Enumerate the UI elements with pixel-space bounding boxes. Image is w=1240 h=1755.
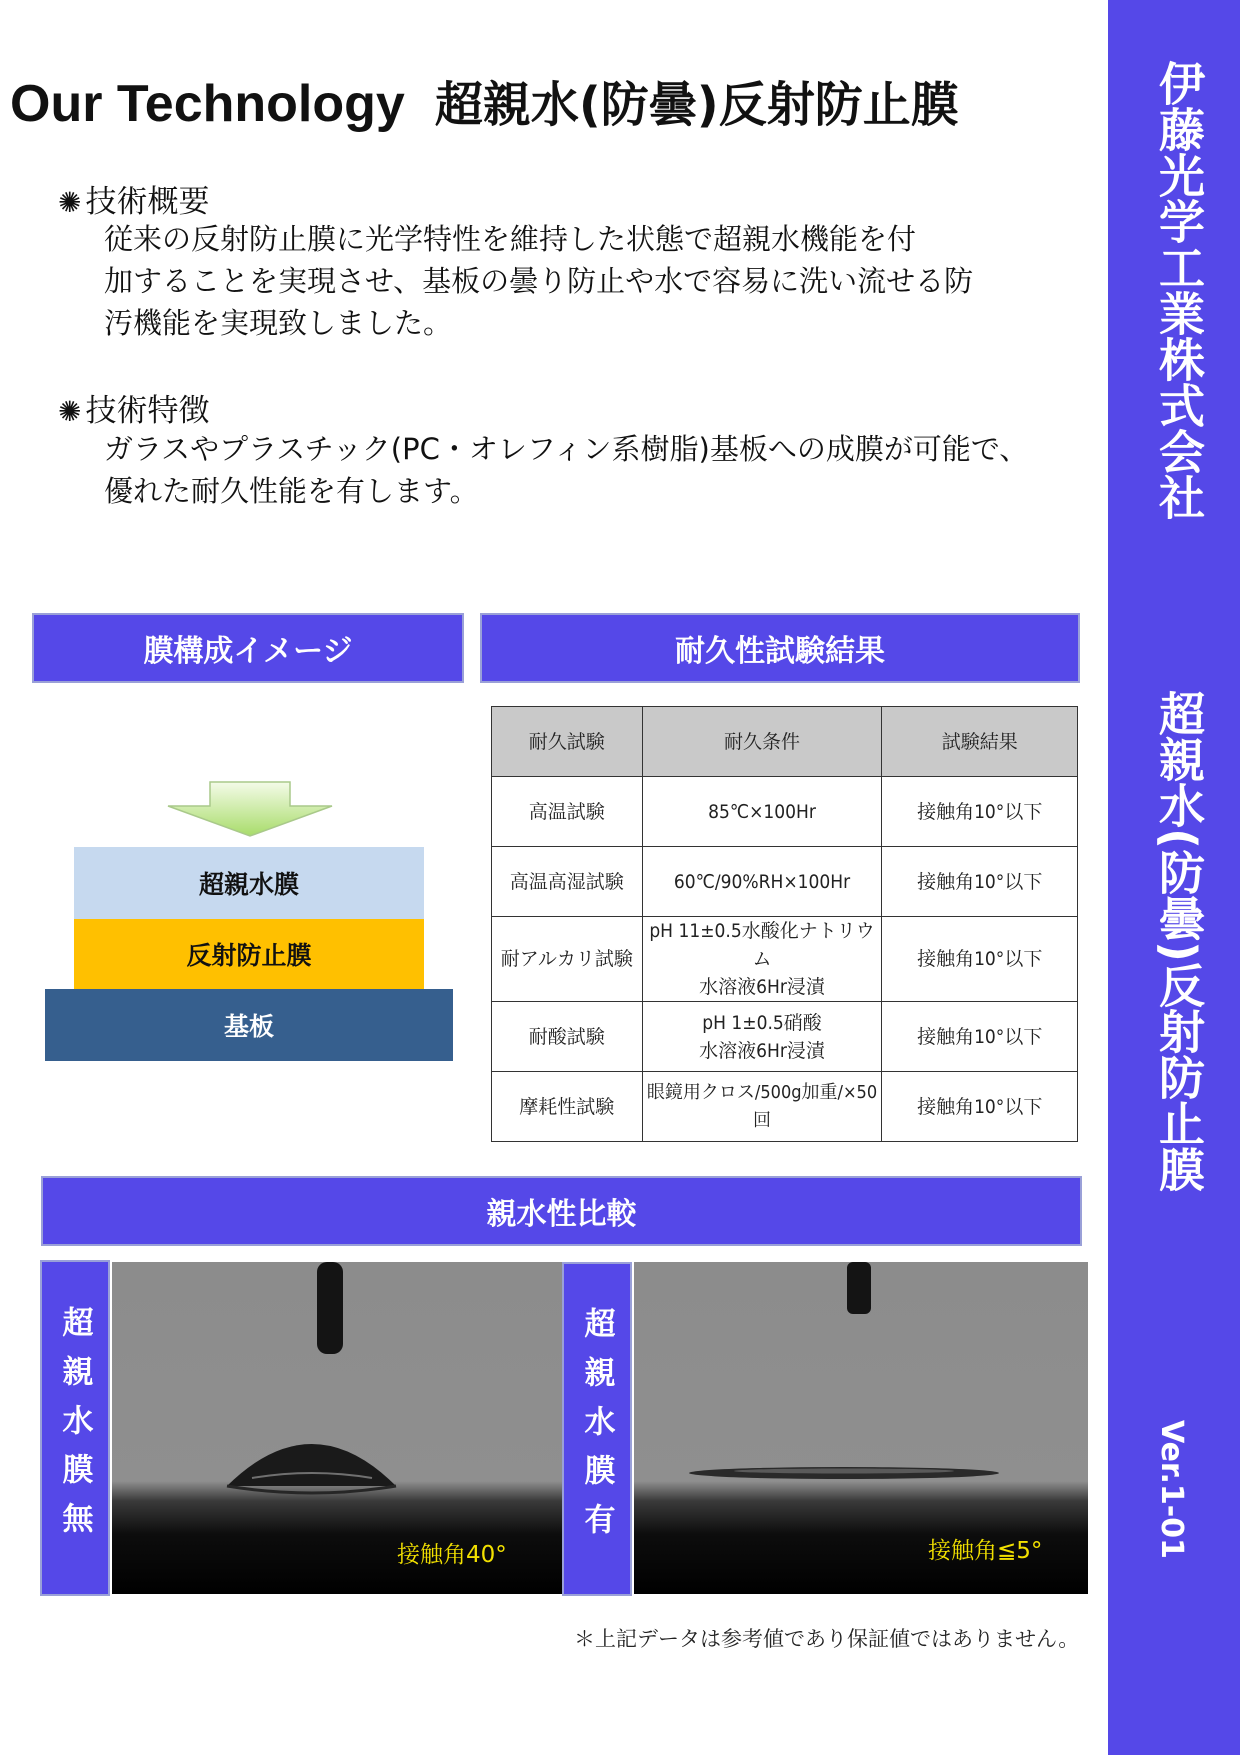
features-heading: ✺ 技術特徴	[58, 393, 210, 429]
version-label: Ver.1-01	[1154, 1420, 1189, 1559]
column-header: 耐久条件	[642, 707, 882, 777]
column-header: 耐久試験	[492, 707, 643, 777]
droplet-photo-with	[634, 1262, 1088, 1594]
durability-header: 耐久性試験結果	[480, 613, 1080, 683]
layer-substrate: 基板	[45, 989, 453, 1061]
bullet-icon: ✺	[58, 395, 82, 428]
title-en: Our Technology	[10, 75, 405, 133]
bullet-icon: ✺	[58, 186, 82, 219]
side-band	[1108, 0, 1240, 1755]
layers-header: 膜構成イメージ	[32, 613, 464, 683]
table-row: 耐アルカリ試験 pH 11±0.5水酸化ナトリウム 水溶液6Hr浸漬 接触角10°以下	[492, 917, 1078, 1002]
table-row: 高温試験 85℃×100Hr 接触角10°以下	[492, 777, 1078, 847]
company-name: 伊藤光学工業株式会社	[1152, 60, 1206, 520]
durability-table	[491, 706, 1078, 1142]
contact-angle-with: 接触角≦5°	[928, 1538, 1043, 1564]
layer-hydrophilic: 超親水膜	[74, 847, 424, 919]
page-title	[10, 66, 959, 135]
arrow-down-icon	[166, 780, 334, 838]
column-header: 試験結果	[882, 707, 1078, 777]
overview-heading: ✺ 技術概要	[58, 184, 210, 220]
layer-antireflection: 反射防止膜	[74, 919, 424, 989]
title-jp: 超親水(防曇)反射防止膜	[434, 77, 959, 133]
comparison-header: 親水性比較	[41, 1176, 1082, 1246]
table-row: 高温高湿試験 60℃/90%RH×100Hr 接触角10°以下	[492, 847, 1078, 917]
droplet-photo-without	[112, 1262, 568, 1594]
table-row: 耐酸試験 pH 1±0.5硝酸 水溶液6Hr浸漬 接触角10°以下	[492, 1002, 1078, 1072]
contact-angle-without: 接触角40°	[397, 1542, 507, 1568]
label-without-coating: 超親水膜無	[40, 1260, 110, 1596]
table-header-row	[492, 707, 1078, 777]
side-product-name: 超親水(防曇)反射防止膜	[1152, 690, 1206, 1193]
table-row: 摩耗性試験 眼鏡用クロス/500g加重/×50回 接触角10°以下	[492, 1072, 1078, 1142]
overview-body: 従来の反射防止膜に光学特性を維持した状態で超親水機能を付 加することを実現させ、基板の曇り防止や水で容易に洗い流せる防 汚機能を実現致しました。	[104, 222, 974, 340]
label-with-coating: 超親水膜有	[562, 1262, 632, 1596]
features-body: ガラスやプラスチック(PC・オレフィン系樹脂)基板への成膜が可能で、 優れた耐久性能を有します。	[104, 432, 1029, 508]
disclaimer-note: ＊上記データは参考値であり保証値ではありません。	[574, 1627, 1080, 1651]
